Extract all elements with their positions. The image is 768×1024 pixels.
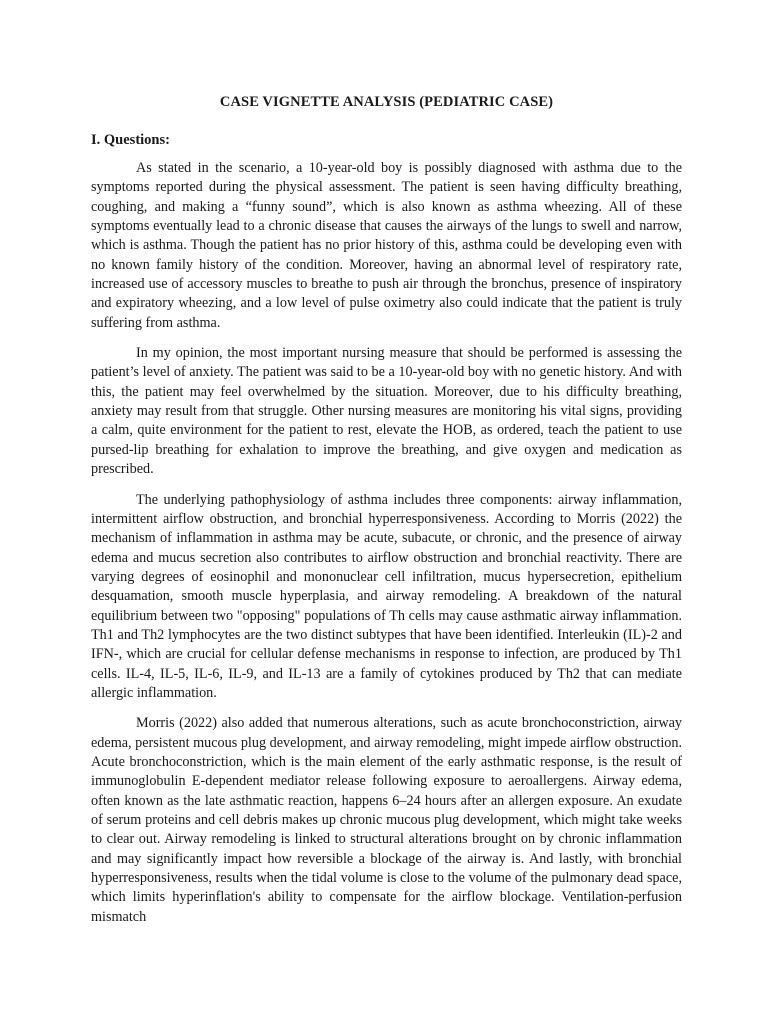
paragraph-airflow-obstruction: Morris (2022) also added that numerous alterations, such as acute bronchoconstriction, airway edema, persistent mucous plug development, and airway remodeling, might impede airflow obstruction. Acute bronchoconstriction, which is the main element of the early asthmatic response, is the result of immunoglobulin E-dependent mediator release following exposure to aeroallergens. Airway edema, often known as the late asthmatic reaction, happens 6–24 hours after an allergen exposure. An exudate of serum proteins and cell debris makes up chronic mucous plug development, which might take weeks to clear out. Airway remodeling is linked to structural alterations brought on by chronic inflammation and may significantly impact how reversible a blockage of the airway is. And lastly, with bronchial hyperresponsiveness, results when the tidal volume is close to the volume of the pulmonary dead space, which limits hyperinflation's ability to compensate for the airflow blockage. Ventilation-perfusion mismatch — [91, 715, 682, 925]
section-heading-questions: I. Questions: — [91, 132, 170, 148]
paragraph-diagnosis: As stated in the scenario, a 10-year-old boy is possibly diagnosed with asthma due to the symptoms reported during the physical assessment. The patient is seen having difficulty breathing, coughing, and making a “funny sound”, which is also known as asthma wheezing. All of these symptoms eventually lead to a chronic disease that causes the airways of the lungs to swell and narrow, which is asthma. Though the patient has no prior history of this, asthma could be developing even with no known family history of the condition. Moreover, having an abnormal level of respiratory rate, increased use of accessory muscles to breathe to push air through the bronchus, presence of inspiratory and expiratory wheezing, and a low level of pulse oximetry also could indicate that the patient is truly suffering from asthma. — [91, 160, 682, 331]
document-title: CASE VIGNETTE ANALYSIS (PEDIATRIC CASE) — [219, 94, 554, 110]
paragraph-pathophysiology: The underlying pathophysiology of asthma includes three components: airway inflammation, intermittent airflow obstruction, and bronchial hyperresponsiveness. According to Morris (2022) the mechanism of inflammation in asthma may be acute, subacute, or chronic, and the presence of airway edema and mucus secretion also contributes to airflow obstruction and bronchial reactivity. There are varying degrees of eosinophil and mononuclear cell infiltration, mucus hypersecretion, epithelium desquamation, smooth muscle hyperplasia, and airway remodeling. A breakdown of the natural equilibrium between two "opposing" populations of Th cells may cause asthmatic airway inflammation. Th1 and Th2 lymphocytes are the two distinct subtypes that have been identified. Interleukin (IL)-2 and IFN-, which are crucial for cellular defense mechanisms in response to infection, are produced by Th1 cells. IL-4, IL-5, IL-6, IL-9, and IL-13 are a family of cytokines produced by Th2 that can mediate allergic inflammation. — [91, 491, 682, 701]
paragraph-nursing-measures: In my opinion, the most important nursing measure that should be performed is assessing the patient’s level of anxiety. The patient was said to be a 10-year-old boy with no genetic history. And with this, the patient may feel overwhelmed by the situation. Moreover, due to his difficulty breathing, anxiety may result from that struggle. Other nursing measures are monitoring his vital signs, providing a calm, quite environment for the patient to rest, elevate the HOB, as ordered, teach the patient to use pursed-lip breathing for exhalation to improve the breathing, and give oxygen and medication as prescribed. — [91, 345, 682, 478]
